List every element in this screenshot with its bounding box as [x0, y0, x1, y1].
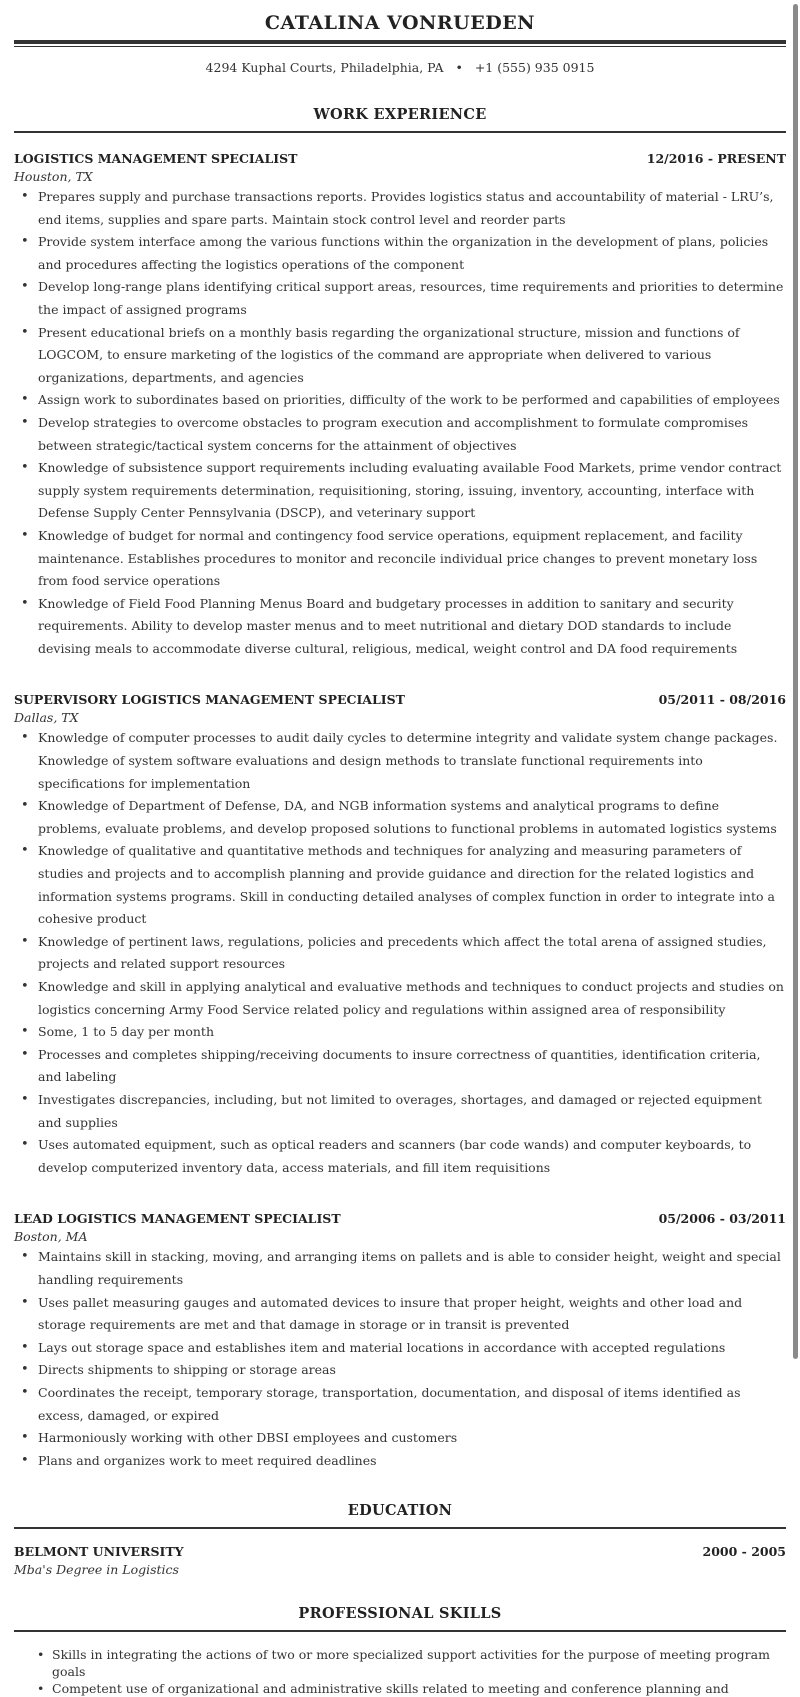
bullet-item: • Assign work to subordinates based on priorities, difficulty of the work to be performed and capabilities of employees: [38, 389, 786, 412]
job-bullets: [14, 186, 786, 660]
bullet-item: • Knowledge and skill in applying analytical and evaluative methods and techniques to conduct projects and studies on logistics concerning Army Food Service related policy and regulations within assigned area of responsibility: [38, 976, 786, 1021]
bullet-item: • Harmoniously working with other DBSI employees and customers: [38, 1427, 786, 1450]
bullet-item: • Some, 1 to 5 day per month: [38, 1021, 786, 1044]
job-entry: [14, 692, 786, 1179]
bullet-item: • Uses automated equipment, such as optical readers and scanners (bar code wands) and computer keyboards, to develop computerized inventory data, access materials, and fill item requisitions: [38, 1134, 786, 1179]
job-bullets: [14, 1246, 786, 1472]
skills-section: [14, 1605, 786, 1697]
bullet-item: • Knowledge of computer processes to audit daily cycles to determine integrity and validate system change packages. Knowledge of system software evaluations and design methods to translate functional requirements into specifications for implementation: [38, 727, 786, 795]
section-rule: [14, 1630, 786, 1632]
contact-line: [14, 60, 786, 76]
bullet-item: • Knowledge of Field Food Planning Menus Board and budgetary processes in addition to sanitary and security requirements. Ability to develop master menus and to meet nutritional and dietary DOD standards to include devising meals to accommodate diverse cultural, religious, medical, weight control and DA food requirements: [38, 593, 786, 661]
bullet-item: • Knowledge of pertinent laws, regulations, policies and precedents which affect the total arena of assigned studies, projects and related support resources: [38, 931, 786, 976]
job-title: LEAD LOGISTICS MANAGEMENT SPECIALIST: [14, 1211, 341, 1227]
job-entry: [14, 151, 786, 660]
bullet-item: • Knowledge of Department of Defense, DA, and NGB information systems and analytical programs to define problems, evaluate problems, and develop proposed solutions to functional problems in automated logistics systems: [38, 795, 786, 840]
skill-item: • Skills in integrating the actions of two or more specialized support activities for the purpose of meeting program goals: [52, 1646, 786, 1680]
phone: +1 (555) 935 0915: [474, 60, 595, 75]
header-rule-thin: [14, 46, 786, 47]
bullet-item: • Provide system interface among the various functions within the organization in the development of plans, policies and procedures affecting the logistics operations of the component: [38, 231, 786, 276]
job-location: Boston, MA: [14, 1229, 88, 1245]
work-experience-section: [14, 106, 786, 1472]
bullet-item: • Processes and completes shipping/receiving documents to insure correctness of quantities, identification criteria, and labeling: [38, 1044, 786, 1089]
job-title: LOGISTICS MANAGEMENT SPECIALIST: [14, 151, 298, 166]
education-entry: [14, 1544, 786, 1579]
section-rule: [14, 131, 786, 133]
skills-list: [14, 1646, 786, 1697]
bullet-item: • Directs shipments to shipping or storage areas: [38, 1359, 786, 1382]
header-rule-thick: [14, 40, 786, 44]
section-title-work: WORK EXPERIENCE: [313, 106, 487, 123]
resume-page: [14, 0, 786, 1697]
job-entry: [14, 1211, 786, 1472]
candidate-name: CATALINA VONRUEDEN: [264, 12, 536, 34]
scrollbar[interactable]: [793, 4, 798, 1359]
job-location: Dallas, TX: [14, 710, 79, 726]
bullet-item: • Uses pallet measuring gauges and automated devices to insure that proper height, weights and other load and storage requirements are met and that damage in storage or in transit is prevented: [38, 1292, 786, 1337]
bullet-item: • Lays out storage space and establishes item and material locations in accordance with accepted regulations: [38, 1337, 786, 1360]
bullet-item: • Plans and organizes work to meet required deadlines: [38, 1450, 786, 1473]
job-dates: 12/2016 - PRESENT: [646, 151, 786, 166]
job-location: Houston, TX: [14, 169, 93, 184]
job-dates: 05/2006 - 03/2011: [658, 1211, 786, 1227]
bullet-item: • Develop strategies to overcome obstacles to program execution and accomplishment to formulate compromises between strategic/tactical system concerns for the attainment of objectives: [38, 412, 786, 457]
bullet-item: • Prepares supply and purchase transactions reports. Provides logistics status and accountability of material - LRU’s, end items, supplies and spare parts. Maintain stock control level and reorder parts: [38, 186, 786, 231]
job-bullets: [14, 727, 786, 1179]
education-dates: 2000 - 2005: [702, 1544, 786, 1560]
degree: Mba's Degree in Logistics: [14, 1562, 179, 1578]
bullet-item: • Knowledge of budget for normal and contingency food service operations, equipment replacement, and facility maintenance. Establishes procedures to monitor and reconcile individual price changes to prevent monetary loss from food service operations: [38, 525, 786, 593]
section-rule: [14, 1527, 786, 1529]
job-title: SUPERVISORY LOGISTICS MANAGEMENT SPECIALIST: [14, 692, 405, 708]
bullet-item: • Coordinates the receipt, temporary storage, transportation, documentation, and disposal of items identified as excess, damaged, or expired: [38, 1382, 786, 1427]
address: 4294 Kuphal Courts, Philadelphia, PA: [205, 60, 444, 75]
skill-item: • Competent use of organizational and administrative skills related to meeting and conference planning and: [52, 1680, 786, 1697]
section-title-education: EDUCATION: [347, 1502, 453, 1520]
school-name: BELMONT UNIVERSITY: [14, 1544, 184, 1560]
section-title-skills: PROFESSIONAL SKILLS: [298, 1605, 502, 1623]
bullet-item: • Develop long-range plans identifying critical support areas, resources, time requirements and priorities to determine the impact of assigned programs: [38, 276, 786, 321]
separator: •: [455, 60, 463, 75]
bullet-item: • Investigates discrepancies, including, but not limited to overages, shortages, and damaged or rejected equipment and supplies: [38, 1089, 786, 1134]
education-section: [14, 1502, 786, 1579]
bullet-item: • Knowledge of subsistence support requirements including evaluating available Food Markets, prime vendor contract supply system requirements determination, requisitioning, storing, issuing, inventory, accounting, interface with Defense Supply Center Pennsylvania (DSCP), and veterinary support: [38, 457, 786, 525]
job-dates: 05/2011 - 08/2016: [658, 692, 786, 708]
bullet-item: • Maintains skill in stacking, moving, and arranging items on pallets and is able to consider height, weight and special handling requirements: [38, 1246, 786, 1291]
bullet-item: • Knowledge of qualitative and quantitative methods and techniques for analyzing and measuring parameters of studies and projects and to accomplish planning and provide guidance and direction for the related logistics and information systems programs. Skill in conducting detailed analyses of complex function in order to integrate into a cohesive product: [38, 840, 786, 930]
jobs-list: [14, 151, 786, 1472]
bullet-item: • Present educational briefs on a monthly basis regarding the organizational structure, mission and functions of LOGCOM, to ensure marketing of the logistics of the command are appropriate when delivered to various organizations, departments, and agencies: [38, 322, 786, 390]
